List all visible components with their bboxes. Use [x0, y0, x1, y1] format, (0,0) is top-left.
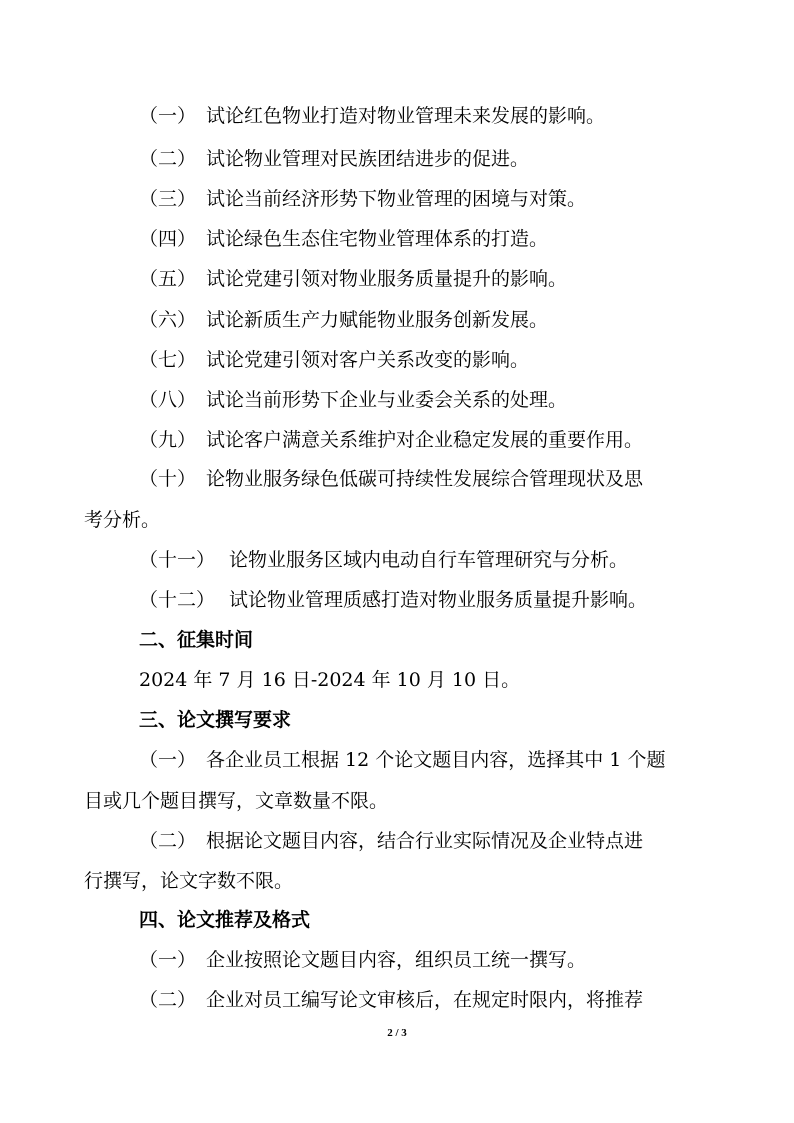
topic-number: （十一） — [139, 549, 216, 571]
collection-time-text: 2024 年 7 月 16 日-2024 年 10 月 10 日。 — [139, 669, 521, 691]
topic-10-continuation — [84, 508, 160, 532]
topic-text: 试论物业管理质感打造对物业服务质量提升影响。 — [229, 589, 648, 611]
topic-text: 论物业服务区域内电动自行车管理研究与分析。 — [229, 549, 629, 571]
topic-number: （一） — [139, 105, 197, 127]
requirement-2 — [139, 829, 643, 853]
topic-text: 试论红色物业打造对物业管理未来发展的影响。 — [206, 105, 606, 127]
topic-1 — [139, 104, 605, 128]
topic-text: 试论当前形势下企业与业委会关系的处理。 — [206, 389, 568, 411]
topic-text: 试论党建引领对物业服务质量提升的影响。 — [206, 268, 568, 290]
topic-number: （二） — [139, 148, 197, 170]
topic-number: （七） — [139, 349, 197, 371]
topic-text: 试论绿色生态住宅物业管理体系的打造。 — [206, 228, 549, 250]
topic-4 — [139, 227, 548, 251]
requirement-text: 根据论文题目内容，结合行业实际情况及企业特点进 — [206, 830, 644, 852]
topic-text-continuation: 考分析。 — [84, 509, 161, 531]
topic-text: 试论客户满意关系维护对企业稳定发展的重要作用。 — [206, 429, 644, 451]
topic-number: （四） — [139, 228, 197, 250]
topic-11 — [139, 548, 628, 572]
topic-6 — [139, 308, 548, 332]
section-heading-recommendation-format: 四、论文推荐及格式 — [139, 909, 311, 931]
topic-text: 试论物业管理对民族团结进步的促进。 — [206, 148, 530, 170]
topic-text: 试论新质生产力赋能物业服务创新发展。 — [206, 309, 549, 331]
topic-10 — [139, 467, 643, 491]
format-text: 企业对员工编写论文审核后，在规定时限内，将推荐 — [206, 989, 644, 1011]
format-text: 企业按照论文题目内容，组织员工统一撰写。 — [206, 949, 587, 971]
topic-3 — [139, 187, 586, 211]
topic-12 — [139, 588, 647, 612]
requirement-1-continuation: 目或几个题目撰写，文章数量不限。 — [84, 790, 389, 812]
requirement-1 — [139, 748, 665, 772]
topic-number: （十二） — [139, 589, 216, 611]
topic-number: （三） — [139, 188, 197, 210]
format-number: （一） — [139, 949, 197, 971]
section-heading-writing-requirements: 三、论文撰写要求 — [139, 709, 292, 731]
topic-9 — [139, 428, 643, 452]
requirement-text: 各企业员工根据 12 个论文题目内容，选择其中 1 个题 — [206, 749, 666, 771]
section-heading-collection-time: 二、征集时间 — [139, 629, 254, 651]
requirement-2-continuation: 行撰写，论文字数不限。 — [84, 870, 294, 892]
format-item-1 — [139, 948, 586, 972]
page-number: 2 / 3 — [387, 1027, 407, 1039]
topic-8 — [139, 388, 567, 412]
topic-number: （十） — [139, 468, 197, 490]
topic-number: （九） — [139, 429, 197, 451]
topic-text: 试论党建引领对客户关系改变的影响。 — [206, 349, 530, 371]
format-number: （二） — [139, 989, 197, 1011]
topic-7 — [139, 348, 529, 372]
topic-number: （五） — [139, 268, 197, 290]
requirement-number: （二） — [139, 830, 197, 852]
topic-5 — [139, 267, 567, 291]
topic-2 — [139, 147, 529, 171]
topic-text: 论物业服务绿色低碳可持续性发展综合管理现状及思 — [206, 468, 644, 490]
format-item-2 — [139, 988, 643, 1012]
topic-number: （八） — [139, 389, 197, 411]
topic-number: （六） — [139, 309, 197, 331]
requirement-number: （一） — [139, 749, 197, 771]
topic-text: 试论当前经济形势下物业管理的困境与对策。 — [206, 188, 587, 210]
